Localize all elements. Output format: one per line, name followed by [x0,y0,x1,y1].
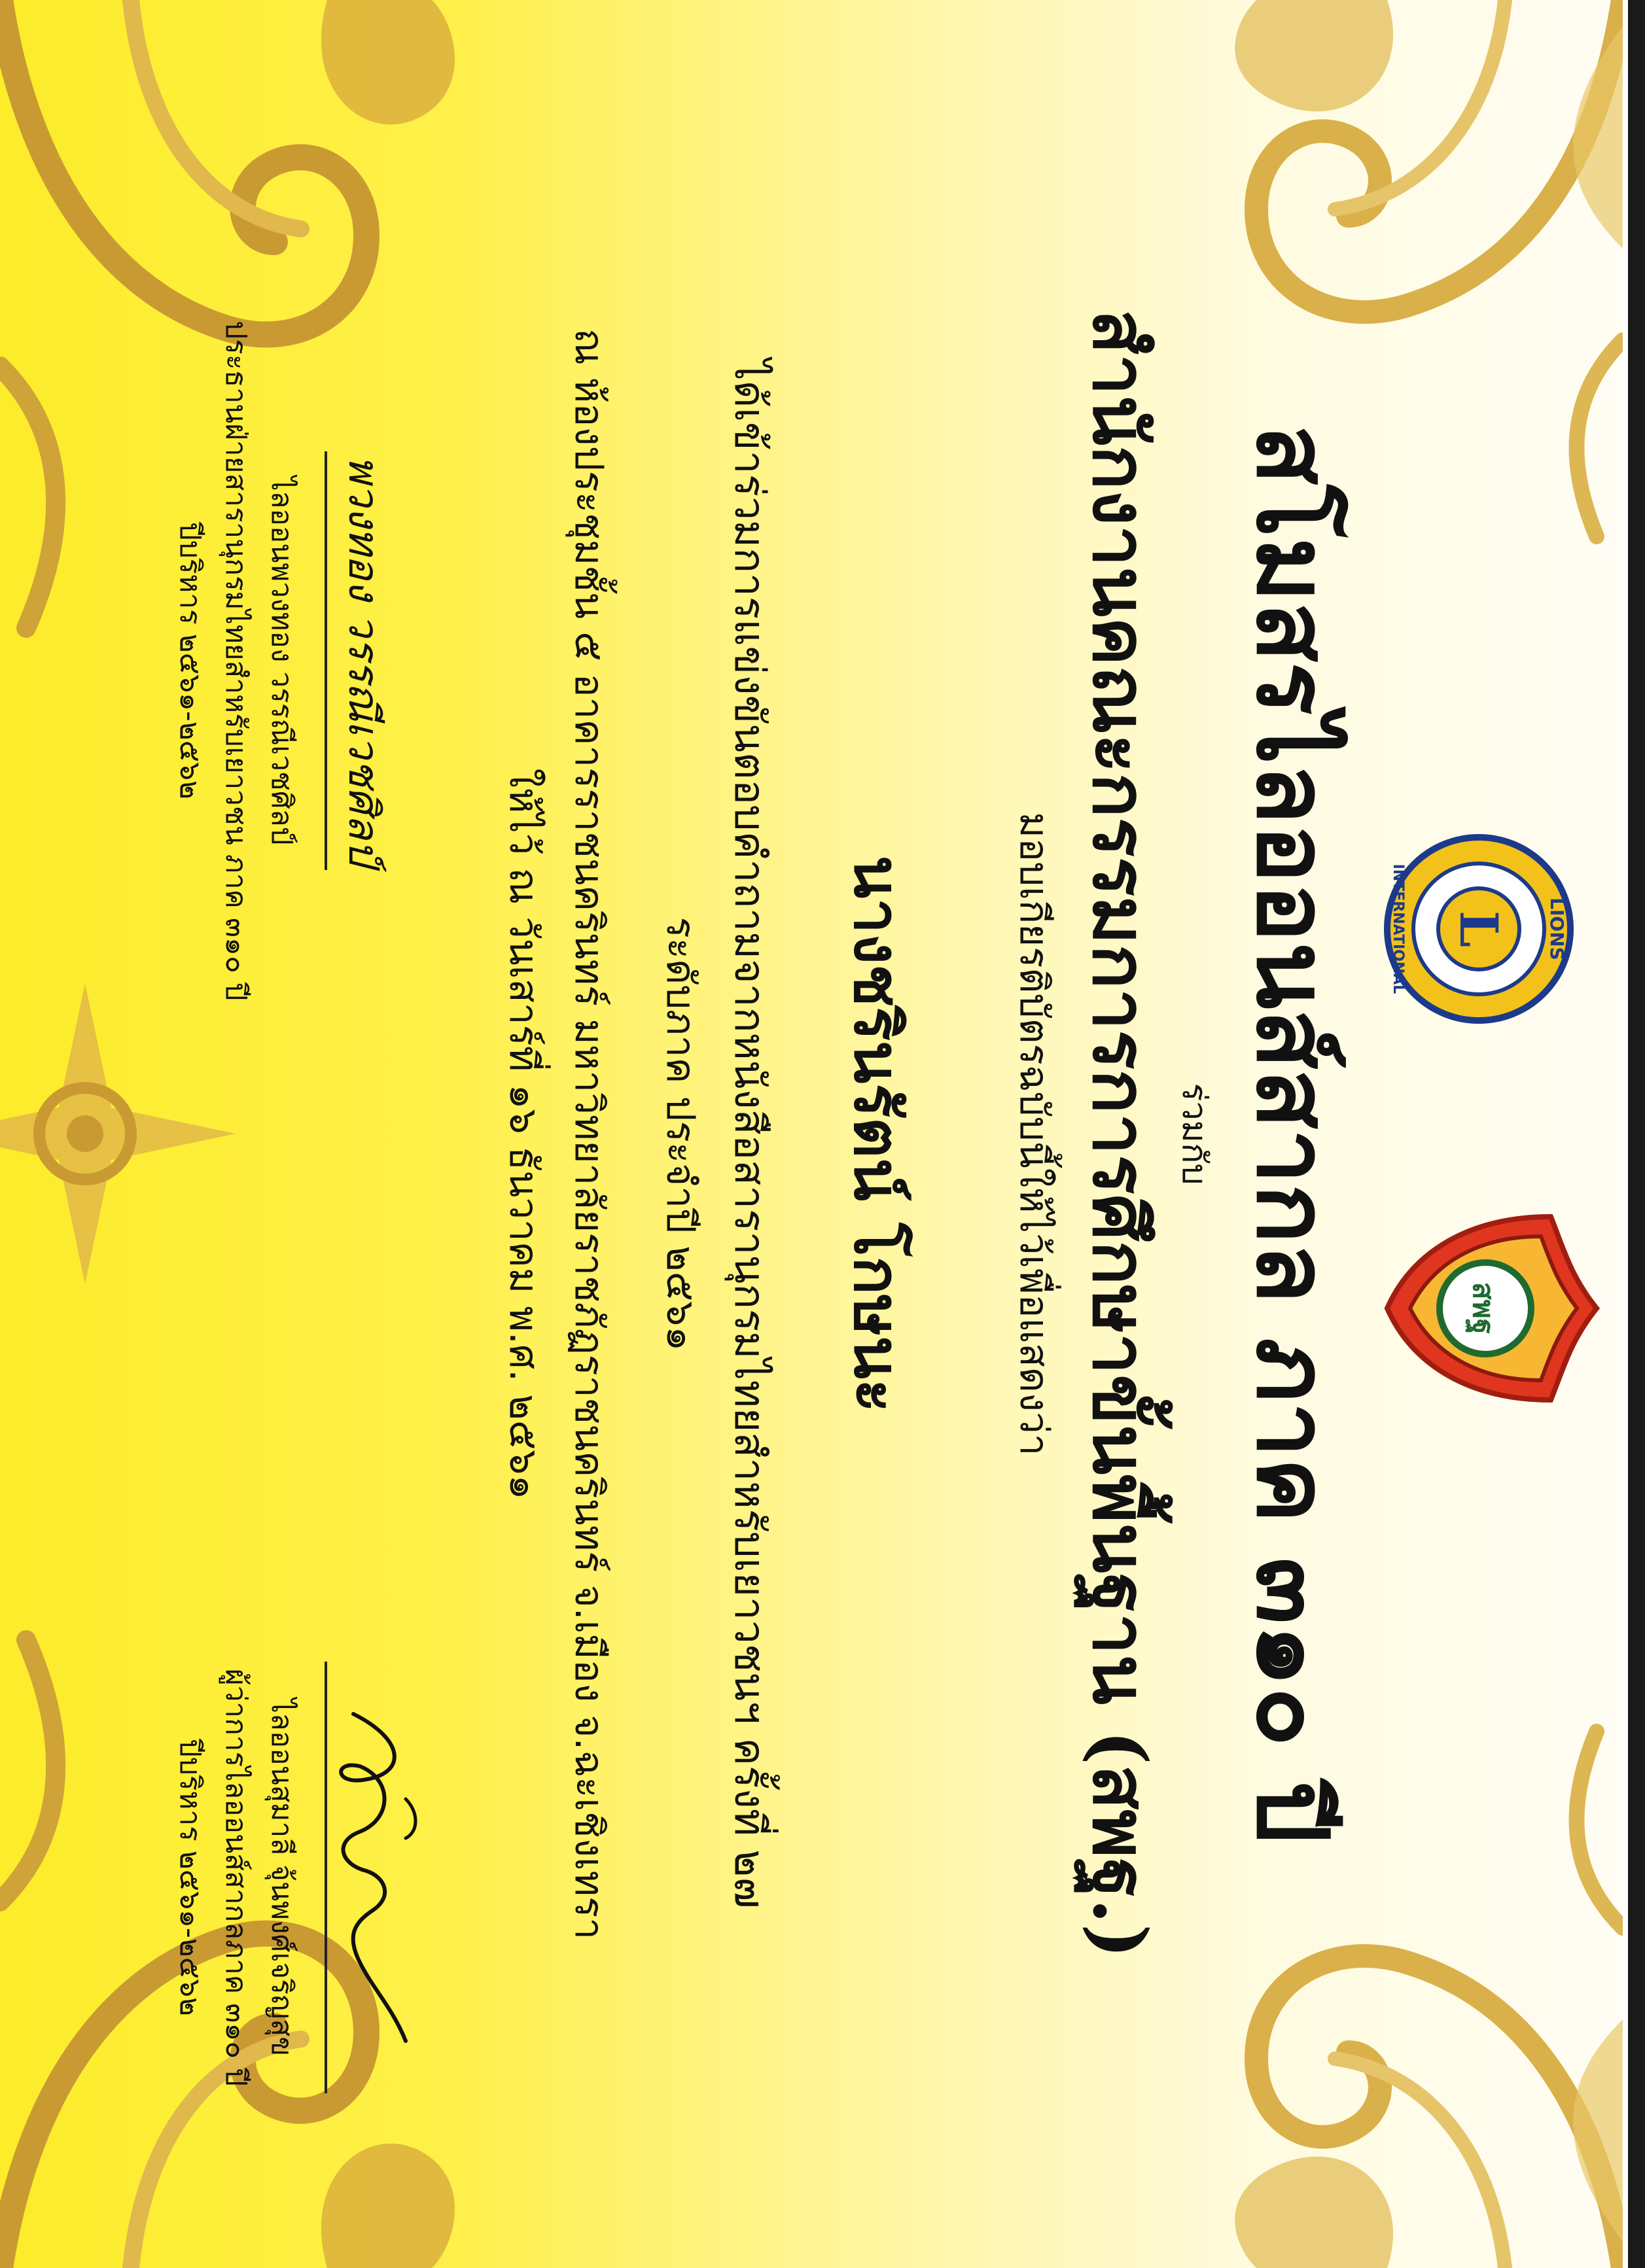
venue-text: ณ ห้องประชุมชั้น ๕ อาคารราชนครินทร์ มหาวิทยาลัยราชภัฏราชนครินทร์ จ.เมือง จ.ฉะเชิงเทรา [566,328,612,1940]
competition-text: ได้เข้าร่วมการแข่งขันตอบคำถามจากหนังสือสารานุกรมไทยสำหรับเยาวชนฯ ครั้งที่ ๒๗ [725,359,773,1909]
signatory-left-name: ไลออนพวงทอง วรรณีเวชศิลป์ [265,476,298,845]
lions-logo [1381,831,1577,1027]
with-text: ร่วมกับ [1175,1083,1214,1185]
signatory-left-signature: พวงทอง วรรณีเวชศิลป์ [339,455,387,866]
signatory-right-term: ปีบริหาร ๒๕๖๑-๒๕๖๒ [173,1738,207,2017]
signatory-left-line [325,451,327,870]
lions-logo-bottom-text: INTERNATIONAL [1390,864,1406,994]
date-text: ให้ไว้ ณ วันเสาร์ที่ ๑๖ ธันวาคม พ.ศ. ๒๕๖๑ [501,768,546,1500]
awarded-text: มอบเกียรติบัตรฉบับนี้ให้ไว้เพื่อแสดงว่า [1011,812,1057,1456]
scanner-edge [1628,0,1645,2268]
obec-logo [1381,1204,1603,1413]
organization-name: สำนักงานคณะกรรมการการศึกษาขั้นพื้นฐาน (สพฐ.) [1076,309,1162,1959]
signatory-right-line [325,1662,327,2093]
recipient-name: นางชรินรัตน์ โกษนะ [840,855,914,1413]
signatory-left-term: ปีบริหาร ๒๕๖๑-๒๕๖๒ [173,521,207,800]
ornament-bottom-center [0,970,249,1297]
signatory-left-position: ประธานฝ่ายสารานุกรมไทยสำหรับเยาวชน ภาค ๓๑๐ ปี [219,321,253,1001]
certificate-title: สโมสรไลออนส์สากล ภาค ๓๑๐ ปี [1235,425,1350,1843]
level-text: ระดับภาค ประจำปี ๒๕๖๑ [658,916,703,1352]
signatory-right-name: ไลออนสุมาลี จุ้นพงศ์เจริญสุข [265,1698,298,2057]
lions-logo-center-letter: L [1448,910,1510,948]
signatory-right-position: ผู้ว่าการไลออนส์สากลภาค ๓๑๐ ปี [219,1668,253,2087]
signatory-right-signature [321,1701,432,2054]
obec-logo-text: สพฐ [1466,1282,1500,1335]
lions-logo-top-text: LIONS [1546,898,1568,960]
